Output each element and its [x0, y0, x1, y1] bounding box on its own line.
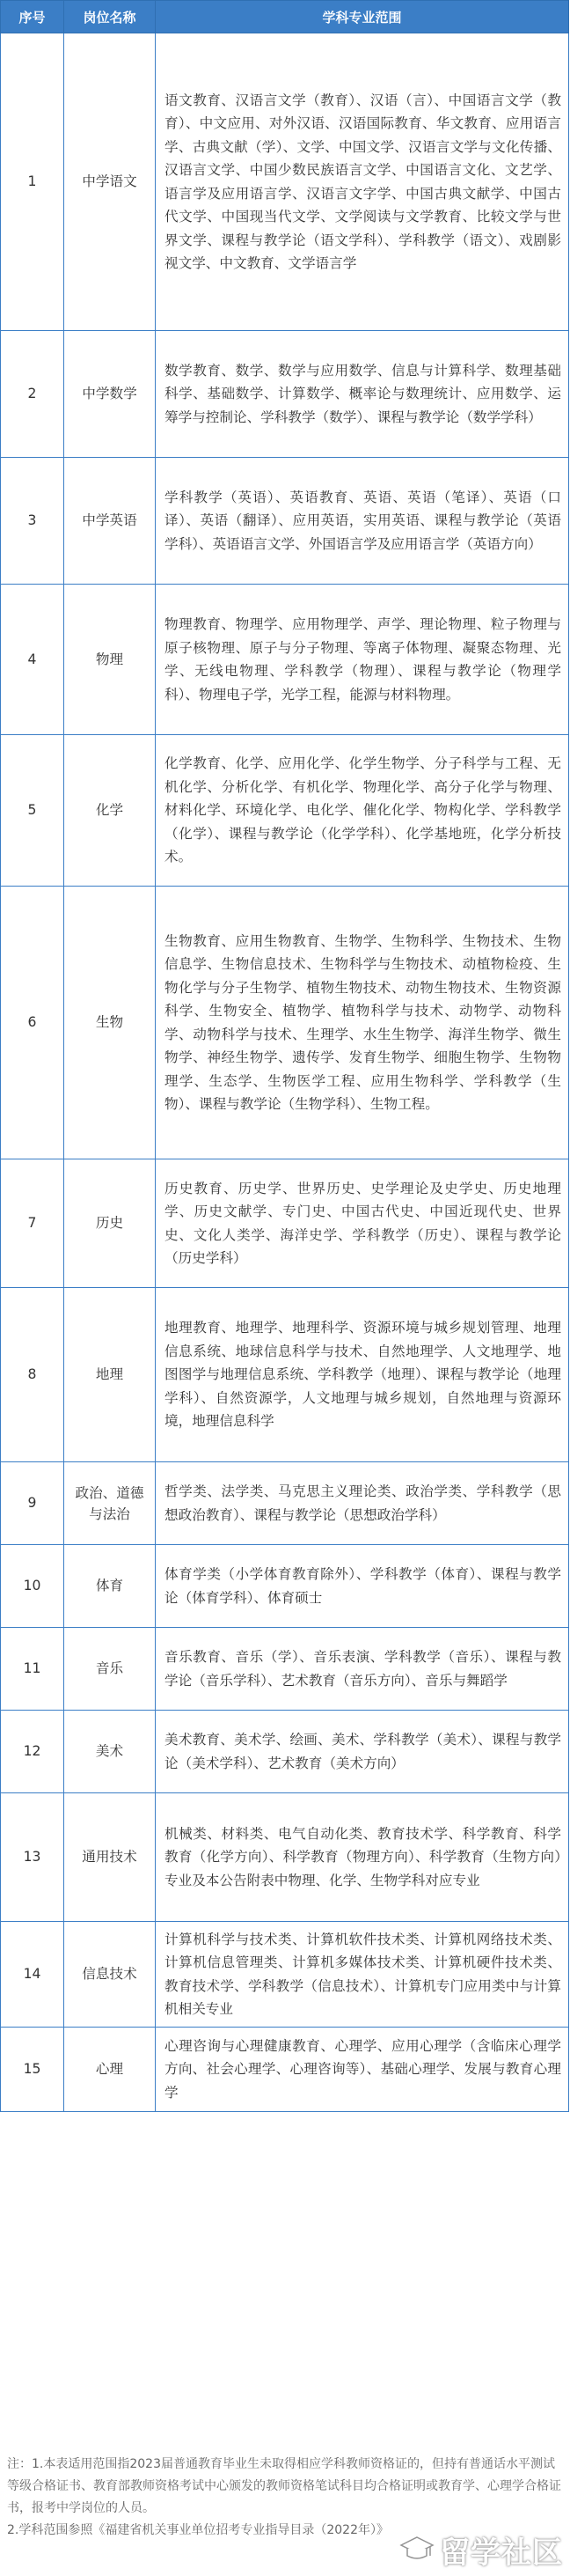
row-position: 音乐 [64, 1628, 156, 1711]
row-position: 体育 [64, 1545, 156, 1628]
row-no: 9 [1, 1462, 64, 1545]
site-watermark [399, 2528, 563, 2571]
table-row [1, 458, 569, 585]
table-row [1, 2028, 569, 2112]
row-no: 11 [1, 1628, 64, 1711]
row-range: 音乐教育、音乐（学）、音乐表演、学科教学（音乐）、课程与教学论（音乐学科）、艺术教育（音乐方向）、音乐与舞蹈学 [156, 1628, 569, 1711]
row-range: 语文教育、汉语言文学（教育）、汉语（言）、中国语言文学（教育）、中文应用、对外汉语、汉语国际教育、华文教育、应用语言学、古典文献（学）、文学、中国文学、汉语言文学与文化传播、汉语言文学、中国少数民族语言文学、中国语言文化、文艺学、语言学及应用语言学、汉语言文字学、中国古典文献学、中国古代文学、中国现当代文学、文学阅读与文学教育、比较文学与世界文学、课程与教学论（语文学科）、学科教学（语文）、戏剧影视文学、中文教育、文学语言学 [156, 33, 569, 331]
row-range: 哲学类、法学类、马克思主义理论类、政治学类、学科教学（思想政治教育）、课程与教学论（思想政治学科） [156, 1462, 569, 1545]
footnote-1: 注：1.本表适用范围指2023届普通教育毕业生未取得相应学科教师资格证的，但持有普通话水平测试等级合格证书、教育部教师资格考试中心颁发的教师资格笔试科目均合格证明或教育学、心理学合格证书，报考中学岗位的人员。 [7, 2457, 561, 2515]
row-range: 地理教育、地理学、地理科学、资源环境与城乡规划管理、地理信息系统、地球信息科学与技术、自然地理学、人文地理学、地图图学与地理信息系统、学科教学（地理）、课程与教学论（地理学科）、自然资源学，人文地理与城乡规划，自然地理与资源环境，地理信息科学 [156, 1288, 569, 1462]
header-range: 学科专业范围 [156, 1, 569, 33]
row-position: 中学语文 [64, 33, 156, 331]
table-row [1, 331, 569, 458]
row-position: 政治、道德与法治 [64, 1462, 156, 1545]
row-position: 心理 [64, 2028, 156, 2112]
row-position: 中学数学 [64, 331, 156, 458]
table-body [1, 33, 569, 2112]
row-range: 物理教育、物理学、应用物理学、声学、理论物理、粒子物理与原子核物理、原子与分子物理、等离子体物理、凝聚态物理、光学、无线电物理、学科教学（物理）、课程与教学论（物理学科）、物理电子学，光学工程，能源与材料物理。 [156, 585, 569, 735]
header-no: 序号 [1, 1, 64, 33]
row-position: 信息技术 [64, 1922, 156, 2028]
row-no: 15 [1, 2028, 64, 2112]
row-position: 生物 [64, 887, 156, 1159]
row-range: 体育学类（小学体育教育除外）、学科教学（体育）、课程与教学论（体育学科）、体育硕士 [156, 1545, 569, 1628]
row-position: 中学英语 [64, 458, 156, 585]
header-position: 岗位名称 [64, 1, 156, 33]
row-no: 3 [1, 458, 64, 585]
row-range: 学科教学（英语）、英语教育、英语、英语（笔译）、英语（口译）、英语（翻译）、应用英语，实用英语、课程与教学论（英语学科）、英语语言文学、外国语言学及应用语言学（英语方向） [156, 458, 569, 585]
row-position: 通用技术 [64, 1793, 156, 1922]
row-range: 生物教育、应用生物教育、生物学、生物科学、生物技术、生物信息学、生物信息技术、生物科学与生物技术、动植物检疫、生物化学与分子生物学、植物生物技术、动物生物技术、生物资源科学、生物安全、植物学、植物科学与技术、动物学、动物科学、动物科学与技术、生理学、水生生物学、海洋生物学、微生物学、神经生物学、遗传学、发育生物学、细胞生物学、生物物理学、生态学、生物医学工程、应用生物科学、学科教学（生物）、课程与教学论（生物学科）、生物工程。 [156, 887, 569, 1159]
row-range: 美术教育、美术学、绘画、美术、学科教学（美术）、课程与教学论（美术学科）、艺术教育（美术方向） [156, 1711, 569, 1793]
table-row [1, 1159, 569, 1288]
row-no: 4 [1, 585, 64, 735]
row-range: 心理咨询与心理健康教育、心理学、应用心理学（含临床心理学方向、社会心理学、心理咨询等）、基础心理学、发展与教育心理学 [156, 2028, 569, 2112]
table-row [1, 1628, 569, 1711]
footnote-2: 2.学科范围参照《福建省机关事业单位招考专业指导目录（2022年）》 [7, 2523, 389, 2537]
table-row [1, 585, 569, 735]
row-no: 7 [1, 1159, 64, 1288]
table-row [1, 735, 569, 887]
row-no: 8 [1, 1288, 64, 1462]
table-row [1, 887, 569, 1159]
row-no: 13 [1, 1793, 64, 1922]
row-no: 5 [1, 735, 64, 887]
row-range: 数学教育、数学、数学与应用数学、信息与计算科学、数理基础科学、基础数学、计算数学、概率论与数理统计、应用数学、运筹学与控制论、学科教学（数学）、课程与教学论（数学学科） [156, 331, 569, 458]
row-no: 14 [1, 1922, 64, 2028]
row-position: 化学 [64, 735, 156, 887]
row-position: 地理 [64, 1288, 156, 1462]
row-no: 2 [1, 331, 64, 458]
table-header-row [1, 1, 569, 33]
row-range: 机械类、材料类、电气自动化类、教育技术学、科学教育、科学教育（化学方向）、科学教育（物理方向）、科学教育（生物方向）专业及本公告附表中物理、化学、生物学科对应专业 [156, 1793, 569, 1922]
table-row [1, 1922, 569, 2028]
table-row [1, 1711, 569, 1793]
table-row [1, 33, 569, 331]
table-row [1, 1462, 569, 1545]
table-row [1, 1288, 569, 1462]
row-position: 历史 [64, 1159, 156, 1288]
table-row [1, 1545, 569, 1628]
watermark-text: 留学社区 [440, 2535, 563, 2571]
row-range: 计算机科学与技术类、计算机软件技术类、计算机网络技术类、计算机信息管理类、计算机多媒体技术类、计算机硬件技术类、教育技术学、学科教学（信息技术）、计算机专门应用类中与计算机相关专业 [156, 1922, 569, 2028]
row-no: 10 [1, 1545, 64, 1628]
row-no: 6 [1, 887, 64, 1159]
row-position: 美术 [64, 1711, 156, 1793]
row-range: 历史教育、历史学、世界历史、史学理论及史学史、历史地理学、历史文献学、专门史、中国古代史、中国近现代史、世界史、文化人类学、海洋史学、学科教学（历史）、课程与教学论（历史学科） [156, 1159, 569, 1288]
row-no: 12 [1, 1711, 64, 1793]
graduation-cap-icon [399, 2532, 435, 2567]
table-header [1, 1, 569, 33]
row-no: 1 [1, 33, 64, 331]
row-range: 化学教育、化学、应用化学、化学生物学、分子科学与工程、无机化学、分析化学、有机化学、物理化学、高分子化学与物理、材料化学、环境化学、电化学、催化化学、物构化学、学科教学（化学）、课程与教学论（化学学科）、化学基地班，化学分析技术。 [156, 735, 569, 887]
row-position: 物理 [64, 585, 156, 735]
table-row [1, 1793, 569, 1922]
